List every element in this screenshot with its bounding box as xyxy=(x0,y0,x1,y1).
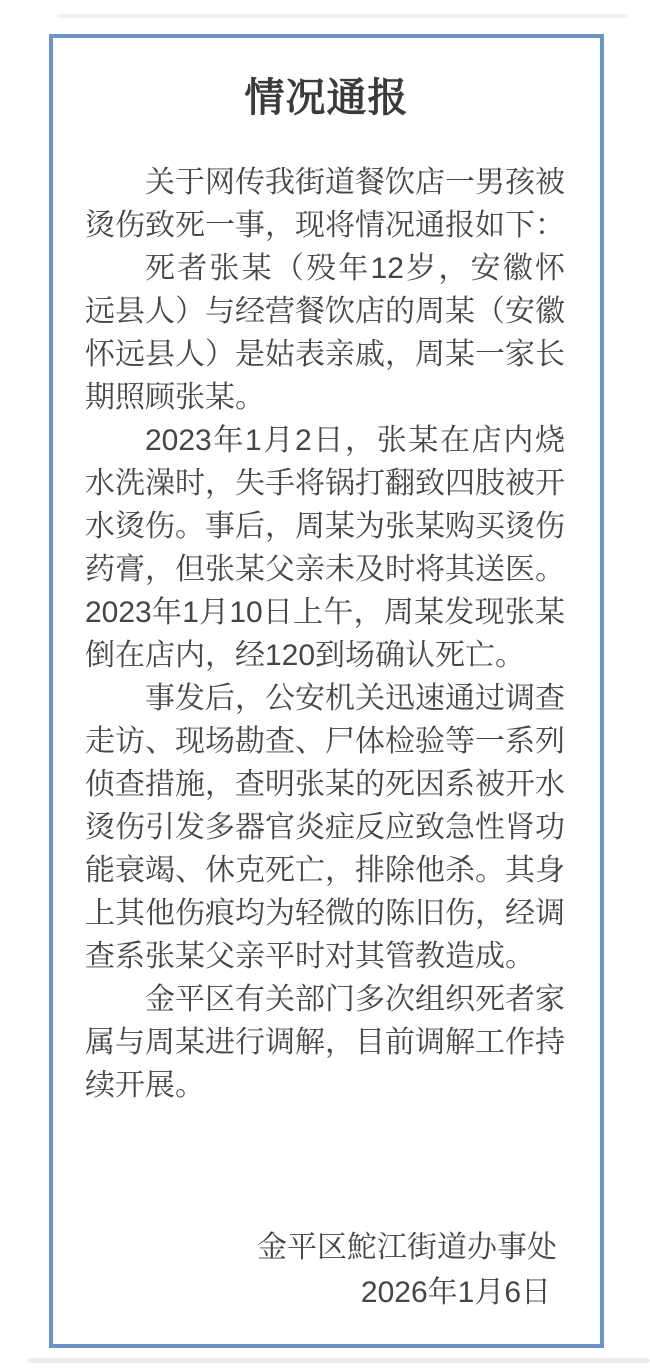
issuer-name: 金平区鮀江街道办事处 xyxy=(257,1231,557,1264)
notice-body xyxy=(85,161,565,1107)
issue-date: 2026年1月6日 xyxy=(360,1276,551,1309)
notice-paragraph-investigation: 事发后，公安机关迅速通过调查走访、现场勘查、尸体检验等一系列侦查措施，查明张某的死因系被开水烫伤引发多器官炎症反应致急性肾功能衰竭、休克死亡，排除他杀。其身上其他伤痕均为轻微的陈旧伤，经调查系张某父亲平时对其管教造成。 xyxy=(85,682,565,973)
notice-paragraph-background: 死者张某（殁年12岁，安徽怀远县人）与经营餐饮店的周某（安徽怀远县人）是姑表亲戚，周某一家长期照顾张某。 xyxy=(85,252,565,414)
notice-paragraph-incident: 2023年1月2日，张某在店内烧水洗澡时，失手将锅打翻致四肢被开水烫伤。事后，周某为张某购买烫伤药膏，但张某父亲未及时将其送医。2023年1月10日上午，周某发现张某倒在店内，经120到场确认死亡。 xyxy=(85,424,565,672)
scan-artifact-bottom xyxy=(28,1358,650,1363)
signature-block xyxy=(85,1225,565,1315)
notice-paragraph-mediation: 金平区有关部门多次组织死者家属与周某进行调解，目前调解工作持续开展。 xyxy=(85,983,565,1102)
scan-artifact-top xyxy=(57,14,627,18)
notice-paragraph-intro: 关于网传我街道餐饮店一男孩被烫伤致死一事，现将情况通报如下： xyxy=(85,166,565,242)
notice-title: 情况通报 xyxy=(244,76,409,120)
notice-border-box xyxy=(49,34,604,1348)
